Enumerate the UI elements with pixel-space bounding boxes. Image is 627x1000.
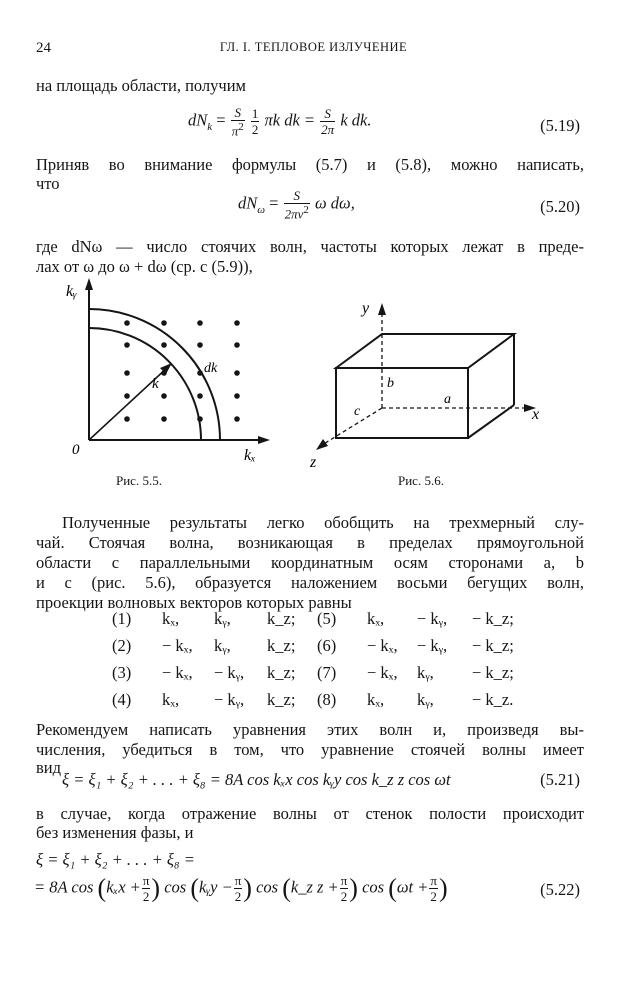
cell: kᵧ, (417, 690, 434, 709)
frac-den: 2πv (284, 206, 304, 222)
text-line: что (36, 174, 60, 193)
cell: − kₓ, (367, 663, 398, 682)
eq-term: kₓx + (106, 877, 141, 897)
paren: ) (438, 873, 448, 903)
cell: k_z; (267, 663, 296, 682)
eq-term: πk dk = (264, 110, 316, 130)
figure-5-6 (300, 295, 550, 475)
cell: (3) (112, 663, 132, 682)
text-line: Приняв во внимание формулы (5.7) и (5.8), можно написать, (36, 155, 584, 174)
lattice-point (161, 370, 167, 376)
cell: (6) (317, 636, 337, 655)
frac-den: 2 (234, 889, 242, 904)
eq-term: ω dω, (315, 193, 355, 213)
text-line: лах от ω до ω + dω (ср. с (5.9)), (36, 257, 253, 276)
y-arrow-icon (378, 303, 386, 315)
z-label: z (310, 454, 317, 471)
text-line: области с параллельными координатным осям сторонами a, b (36, 553, 584, 572)
lattice-point (234, 416, 240, 422)
eq-term: kᵧy − (199, 877, 233, 897)
lattice-point (124, 370, 130, 376)
text-line: и c (рис. 5.6), образуется наложением восьми бегущих волн, (36, 573, 584, 592)
lattice-point (234, 320, 240, 326)
equation-number: (5.19) (540, 116, 580, 135)
figure-5-5 (60, 276, 280, 466)
cell: k_z; (267, 609, 296, 628)
cell: kₓ, (162, 609, 180, 628)
ky-arrow-icon (85, 278, 93, 290)
lattice-point (161, 416, 167, 422)
equation-number: (5.20) (540, 197, 580, 216)
text-line: проекции волновых векторов которых равны (36, 593, 352, 612)
kx-arrow-icon (258, 436, 270, 444)
frac-den: 2 (430, 889, 437, 904)
fraction (320, 107, 335, 136)
cell: kᵧ, (214, 609, 231, 628)
frac-den: 2 (142, 889, 150, 904)
cell: (2) (112, 636, 132, 655)
equation-5-21: ξ = ξ₁ + ξ₂ + . . . + ξ₈ = 8A cos kₓx cos kᵧy cos k_z z cos ωt (62, 770, 451, 789)
frac-den-exp: 2 (303, 204, 309, 216)
cell: kₓ, (367, 690, 385, 709)
frac-den: π (231, 123, 239, 139)
x-label: x (532, 406, 540, 423)
equation-5-22-line-1: ξ = ξ₁ + ξ₂ + . . . + ξ₈ = (36, 850, 195, 869)
cell: − kᵧ, (417, 636, 448, 655)
cell: k_z; (267, 636, 296, 655)
paren: ) (349, 873, 358, 903)
figure-5-5-caption: Рис. 5.5. (116, 473, 162, 488)
lattice-point (161, 393, 167, 399)
lattice-point (197, 393, 203, 399)
lattice-point (197, 370, 203, 376)
equation-5-20 (238, 189, 355, 220)
eq-sub: ω (257, 203, 266, 216)
frac-num: π (340, 873, 348, 888)
fraction (340, 874, 349, 903)
frac-num: S (324, 106, 331, 122)
lattice-point (124, 416, 130, 422)
frac-num: π (142, 873, 150, 888)
lattice-point (234, 393, 240, 399)
lattice-point (234, 370, 240, 376)
origin-label: 0 (72, 442, 80, 458)
z-arrow-icon (316, 439, 328, 450)
figure-5-6-caption: Рис. 5.6. (398, 473, 444, 488)
frac-num: π (234, 873, 242, 888)
cell: − kᵧ, (214, 663, 245, 682)
cell: − kₓ, (162, 663, 193, 682)
lattice-point (234, 342, 240, 348)
cell: k_z; (267, 690, 296, 709)
eq-op: = (216, 110, 226, 130)
b-label: b (387, 376, 394, 391)
equation-number: (5.21) (540, 770, 580, 789)
fraction (251, 107, 260, 136)
cell: − kᵧ, (417, 609, 448, 628)
lattice-point (197, 416, 203, 422)
k-label: k (152, 376, 159, 392)
cell: − kᵧ, (214, 690, 245, 709)
fraction (142, 874, 151, 903)
frac-den: 2 (251, 122, 259, 138)
frac-num: S (234, 105, 241, 120)
cell: (4) (112, 690, 132, 709)
lattice-point (124, 320, 130, 326)
equation-5-19 (188, 106, 371, 137)
text-line: Рекомендуем написать уравнения этих волн и, произведя вы- (36, 720, 584, 739)
eq-term: ωt + (396, 877, 429, 897)
text-line: чай. Стоячая волна, возникающая в пределах прямоугольной (36, 533, 584, 552)
inner-arc (89, 328, 201, 440)
dk-label: dk (204, 361, 218, 376)
cell: − k_z; (472, 663, 514, 682)
z-axis (322, 408, 382, 445)
text-line: в случае, когда отражение волны от стенок полости происходит (36, 804, 584, 823)
paren: ( (97, 873, 107, 903)
eq-term: k_z z + (290, 877, 339, 897)
lattice-point (197, 320, 203, 326)
text-line: числения, убедиться в том, что уравнение стоячей волны имеет (36, 740, 584, 759)
cell: (1) (112, 609, 132, 628)
running-head: ГЛ. I. ТЕПЛОВОЕ ИЗЛУЧЕНИЕ (219, 40, 408, 54)
fraction (284, 189, 310, 220)
eq-term: dN (238, 193, 258, 213)
cell: (8) (317, 690, 337, 709)
cell: − kₓ, (162, 636, 193, 655)
text-line: без изменения фазы, и (36, 823, 194, 842)
text-line: вид (36, 758, 62, 777)
cell: − kₓ, (367, 636, 398, 655)
equation-5-22-line-2 (34, 874, 448, 903)
fraction (429, 874, 438, 903)
cell: (5) (317, 609, 337, 628)
lattice-point (161, 320, 167, 326)
box-top-face (336, 334, 514, 368)
ky-label: kᵧ (66, 283, 77, 300)
text-line: где dNω — число стоячих волн, частоты которых лежат в преде- (36, 237, 584, 256)
cell: − k_z. (472, 690, 514, 709)
page-number: 24 (36, 40, 51, 56)
eq-term: cos (164, 877, 187, 897)
lattice-point (161, 342, 167, 348)
paren: ( (388, 873, 397, 903)
frac-den: 2 (340, 889, 348, 904)
frac-num: π (430, 873, 437, 888)
lattice-point (197, 342, 203, 348)
cell: kᵧ, (417, 663, 434, 682)
paren: ( (190, 873, 199, 903)
frac-num: 1 (251, 106, 259, 122)
lattice-points (124, 320, 240, 422)
equation-number: (5.22) (540, 880, 580, 899)
eq-sub: k (207, 120, 213, 133)
eq-term: dN (188, 110, 208, 130)
frac-den-exp: 2 (238, 121, 244, 133)
box-edge (468, 405, 514, 438)
lattice-point (124, 342, 130, 348)
y-label: y (362, 300, 370, 317)
paren: ( (282, 873, 291, 903)
cell: − k_z; (472, 636, 514, 655)
text-line: Полученные результаты легко обобщить на трехмерный слу- (62, 513, 584, 532)
cell: kᵧ, (214, 636, 231, 655)
text-line: на площадь области, получим (36, 76, 246, 95)
kx-label: kₓ (244, 447, 256, 464)
paren: ) (151, 873, 161, 903)
lattice-point (124, 393, 130, 399)
fraction (234, 874, 243, 903)
eq-op: = (269, 193, 279, 213)
cell: − k_z; (472, 609, 514, 628)
cell: (7) (317, 663, 337, 682)
cell: kₓ, (162, 690, 180, 709)
cell: kₓ, (367, 609, 385, 628)
eq-term: k dk. (340, 110, 372, 130)
a-label: a (444, 392, 451, 407)
eq-term: cos (256, 877, 279, 897)
paren: ) (243, 873, 252, 903)
frac-num: S (293, 188, 300, 203)
c-label: c (354, 404, 361, 419)
eq-term: cos (362, 877, 385, 897)
eq-term: = 8A cos (34, 877, 94, 897)
fraction (231, 106, 245, 137)
frac-den: 2π (321, 122, 335, 138)
